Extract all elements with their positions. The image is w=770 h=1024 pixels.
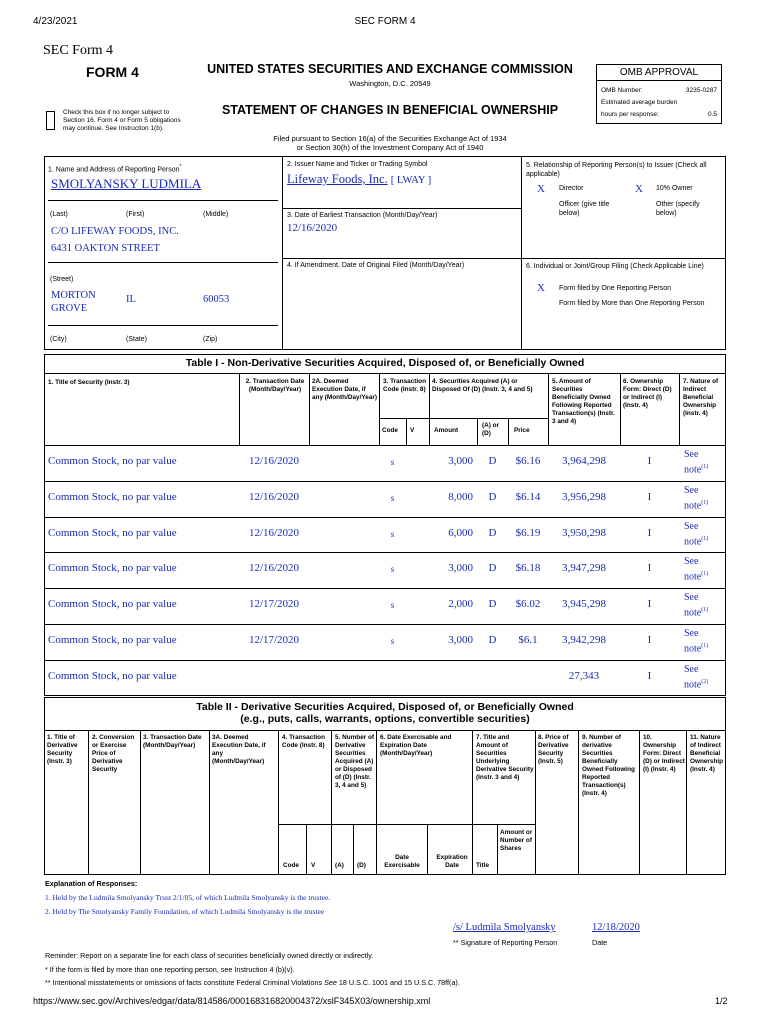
nature-note — [684, 627, 724, 655]
transaction-amount: 8,000 — [448, 490, 473, 503]
row-divider — [44, 588, 726, 589]
nature-note — [684, 555, 724, 583]
row-divider — [44, 552, 726, 553]
security-title: Common Stock, no par value — [48, 455, 177, 467]
transaction-price: $6.19 — [515, 526, 541, 539]
footnote-ref[interactable]: (1) — [701, 571, 709, 578]
t1-h-code-sub: Code — [382, 427, 398, 434]
owner-check[interactable]: X — [635, 183, 643, 195]
t1-h-price-sub: Price — [514, 427, 530, 434]
t2-h-amount-sub: Amount or Number of Shares — [500, 829, 533, 852]
table-2-title — [44, 701, 726, 725]
nature-see: See — [684, 628, 699, 639]
doc-label: SEC Form 4 — [43, 43, 114, 58]
security-title: Common Stock, no par value — [48, 669, 177, 682]
transaction-amount: 3,000 — [448, 455, 473, 467]
transaction-date: 12/17/2020 — [248, 634, 300, 646]
owned-following: 3,950,298 — [562, 526, 606, 539]
omb-number: 3235-0287 — [685, 87, 717, 94]
nature-note-word: note — [684, 679, 702, 691]
reminder-3c: 18 U.S.C. 1001 and 15 U.S.C. 78ff(a). — [336, 978, 460, 987]
t2-h-number: 5. Number of Derivative Securities Acquired (A) or Disposed of (D) (Instr. 3, 4 and 5) — [335, 734, 375, 789]
nature-note — [684, 663, 724, 691]
ownership-form: I — [647, 455, 652, 467]
owned-following: 3,964,298 — [562, 455, 606, 467]
box1-label-text: 1. Name and Address of Reporting Person — [48, 166, 180, 174]
owned-following: 3,956,298 — [562, 490, 606, 503]
t2-h-deemed: 3A. Deemed Execution Date, if any (Month/Day/Year) — [212, 734, 266, 765]
t2-h-owned: 9. Number of derivative Securities Beneficially Owned Following Reported Transaction(s) (Instr. 4) — [582, 734, 635, 797]
transaction-price: $6.16 — [515, 455, 541, 467]
nature-note — [684, 448, 724, 476]
acquired-disposed: D — [488, 634, 497, 646]
print-date: 4/23/2021 — [33, 16, 78, 27]
filed-line-1: Filed pursuant to Section 16(a) of the Securities Exchange Act of 1934 — [273, 134, 507, 143]
t2-h-date: 3. Transaction Date (Month/Day/Year) — [143, 734, 202, 749]
filed-pursuant — [180, 134, 600, 152]
print-title: SEC FORM 4 — [354, 16, 416, 27]
reminder-2: * If the form is filed by more than one reporting person, see Instruction 4 (b)(v). — [45, 965, 295, 974]
state-value: IL — [126, 294, 136, 305]
nature-see: See — [684, 556, 699, 568]
security-title: Common Stock, no par value — [48, 634, 177, 646]
footnote-ref[interactable]: (1) — [701, 607, 709, 614]
t1-h-ownership: 6. Ownership Form: Direct (D) or Indirect (I) (Instr. 4) — [623, 378, 672, 409]
omb-number-label: OMB Number: — [601, 87, 643, 94]
ownership-form: I — [647, 669, 652, 682]
address-line-2: 6431 OAKTON STREET — [51, 243, 160, 254]
page-number: 1/2 — [715, 996, 728, 1006]
transaction-amount: 3,000 — [448, 562, 473, 575]
zip-value: 60053 — [203, 294, 230, 305]
filed-line-2: or Section 30(h) of the Investment Company Act of 1940 — [296, 143, 484, 152]
nature-note-word: note — [684, 571, 702, 583]
director-check[interactable]: X — [537, 183, 545, 195]
t2-h-underlying: 7. Title and Amount of Securities Underlying Derivative Security (Instr. 3 and 4) — [476, 734, 534, 781]
nature-note — [684, 520, 724, 548]
t2-h-title-sub: Title — [476, 862, 490, 869]
omb-burden-label: Estimated average burden — [601, 99, 678, 106]
table-1-title: Table I - Non-Derivative Securities Acquired, Disposed of, or Beneficially Owned — [185, 357, 585, 369]
t1-h-aord-sub: (A) or (D) — [482, 422, 500, 437]
checkbox-note: Check this box if no longer subject to Section 16. Form 4 or Form 5 obligations may continue. See Instruction 1(b). — [63, 109, 181, 132]
footnote-2: 2. Held by The Smolyansky Family Foundation, of which Ludmila Smolyansky is the trustee — [45, 907, 325, 916]
security-title: Common Stock, no par value — [48, 526, 177, 539]
explanation-heading: Explanation of Responses: — [45, 879, 138, 888]
one-person-check[interactable]: X — [537, 282, 545, 294]
nature-note — [684, 484, 724, 512]
middle-label: (Middle) — [203, 211, 229, 218]
owned-following: 3,947,298 — [562, 562, 606, 575]
footnote-ref[interactable]: (1) — [701, 643, 709, 649]
nature-see: See — [684, 484, 699, 496]
t2-h-form: 10. Ownership Form: Direct (D) or Indirect (I) (Instr. 4) — [643, 734, 685, 773]
t2-h-conversion: 2. Conversion or Exercise Price of Derivative Security — [92, 734, 135, 773]
t1-h-code: 3. Transaction Code (Instr. 8) — [383, 378, 426, 393]
reporting-person-name[interactable]: SMOLYANSKY LUDMILA — [51, 176, 202, 191]
t2-h-d-sub: (D) — [357, 862, 366, 869]
footnote-ref[interactable]: (1) — [701, 464, 709, 470]
t2-h-code-sub: Code — [283, 862, 299, 869]
acquired-disposed: D — [488, 455, 497, 467]
security-title: Common Stock, no par value — [48, 562, 177, 575]
transaction-date: 12/16/2020 — [248, 455, 300, 467]
nature-note-word: note — [684, 535, 702, 547]
omb-hours: 0.5 — [707, 111, 717, 118]
nature-note-word: note — [684, 607, 702, 619]
one-person-label: Form filed by One Reporting Person — [559, 285, 672, 292]
box1-star: * — [179, 164, 182, 170]
box6-label: 6. Individual or Joint/Group Filing (Check Applicable Line) — [526, 263, 704, 270]
footnote-ref[interactable]: (1) — [701, 499, 709, 506]
statement-title: STATEMENT OF CHANGES IN BENEFICIAL OWNERSHIP — [221, 103, 559, 117]
box3-label: 3. Date of Earliest Transaction (Month/Day/Year) — [287, 212, 438, 219]
acquired-disposed: D — [488, 598, 497, 611]
footnote-ref[interactable]: (1) — [701, 535, 709, 542]
acquired-disposed: D — [488, 562, 497, 575]
transaction-amount: 2,000 — [448, 598, 473, 611]
t2-h-title: 1. Title of Derivative Security (Instr. 3) — [47, 734, 78, 765]
reminder: Reminder: Report on a separate line for each class of securities beneficially owned directly or indirectly. — [45, 951, 374, 960]
box4-label: 4. If Amendment, Date of Original Filed (Month/Day/Year) — [287, 262, 465, 269]
row-divider — [44, 517, 726, 518]
nature-note-word: note — [684, 643, 702, 655]
address-line-1: C/O LIFEWAY FOODS, INC. — [51, 226, 179, 237]
owned-following: 27,343 — [568, 669, 600, 682]
transaction-price: $6.02 — [515, 598, 541, 611]
footnote-ref[interactable]: (2) — [701, 678, 709, 685]
signature-date: 12/18/2020 — [592, 922, 640, 933]
row-divider — [44, 660, 726, 661]
ownership-form: I — [647, 526, 652, 539]
reminder-3 — [45, 978, 460, 987]
other-label: Other (specify below) — [656, 201, 700, 217]
transaction-code: s — [390, 564, 395, 575]
issuer-ticker: [ LWAY ] — [390, 175, 432, 186]
t1-h-deemed: 2A. Deemed Execution Date, if any (Month/Day/Year) — [312, 378, 377, 401]
t1-h-securities: 4. Securities Acquired (A) or Disposed Of (D) (Instr. 3, 4 and 5) — [432, 378, 533, 393]
ownership-form: I — [647, 598, 652, 611]
transaction-date: 12/16/2020 — [248, 490, 300, 503]
state-label: (State) — [126, 336, 148, 343]
transaction-amount: 3,000 — [448, 634, 473, 646]
more-persons-label: Form filed by More than One Reporting Person — [559, 300, 705, 307]
transaction-date: 12/17/2020 — [248, 598, 300, 611]
nature-note-word: note — [684, 500, 702, 512]
omb-hours-label: hours per response: — [601, 111, 659, 118]
table-2-title-2: (e.g., puts, calls, warrants, options, convertible securities) — [240, 713, 530, 725]
nature-see: See — [684, 520, 699, 532]
box1-label — [48, 164, 181, 173]
t1-h-title: 1. Title of Security (Instr. 3) — [48, 379, 130, 386]
t1-h-amount-sub: Amount — [434, 427, 459, 434]
security-title: Common Stock, no par value — [48, 490, 177, 503]
transaction-date: 12/16/2020 — [248, 562, 300, 575]
box5-label: 5. Relationship of Reporting Person(s) to Issuer (Check all applicable) — [526, 162, 707, 178]
transaction-amount: 6,000 — [448, 526, 473, 539]
omb-title: OMB APPROVAL — [597, 65, 721, 81]
date-label: Date — [592, 938, 608, 947]
nature-note — [684, 591, 724, 619]
signature[interactable]: /s/ Ludmila Smolyansky — [453, 922, 556, 933]
last-label: (Last) — [50, 211, 68, 218]
nature-see: See — [684, 449, 699, 460]
nature-see: See — [684, 592, 699, 604]
transaction-price: $6.14 — [515, 490, 541, 503]
t1-h-amount-owned: 5. Amount of Securities Beneficially Owned Following Reported Transaction(s) (Instr. 3 and 4) — [552, 378, 615, 425]
t2-h-nature: 11. Nature of Indirect Beneficial Ownership (Instr. 4) — [690, 734, 724, 773]
security-title: Common Stock, no par value — [48, 598, 177, 611]
reminder-3a: ** Intentional misstatements or omissions of facts constitute Federal Criminal Violations — [45, 978, 325, 987]
owner-label: 10% Owner — [656, 185, 693, 192]
issuer-link[interactable]: Lifeway Foods, Inc. — [287, 172, 388, 186]
t1-h-nature: 7. Nature of Indirect Beneficial Ownership (Instr. 4) — [683, 378, 719, 417]
city-label: (City) — [50, 336, 67, 343]
footnote-1: 1. Held by the Ludmila Smolyansky Trust 2/1/05, of which Ludmila Smolyansky is the trustee. — [45, 893, 331, 902]
earliest-transaction-date: 12/16/2020 — [287, 222, 338, 234]
commission-title: UNITED STATES SECURITIES AND EXCHANGE COMMISSION — [207, 62, 573, 76]
omb-box — [596, 64, 722, 124]
acquired-disposed: D — [488, 490, 497, 503]
city-value: MORTON GROVE — [51, 290, 96, 314]
signature-label: ** Signature of Reporting Person — [453, 938, 558, 947]
box2-label: 2. Issuer Name and Ticker or Trading Symbol — [287, 161, 428, 168]
first-label: (First) — [126, 211, 145, 218]
commission-city: Washington, D.C. 20549 — [349, 79, 431, 88]
t2-h-exercisable: 6. Date Exercisable and Expiration Date (Month/Day/Year) — [380, 734, 452, 757]
owned-following: 3,942,298 — [562, 634, 606, 646]
ownership-form: I — [647, 562, 652, 575]
zip-label: (Zip) — [203, 336, 218, 343]
form-label: FORM 4 — [86, 64, 139, 80]
transaction-date: 12/16/2020 — [248, 526, 300, 539]
officer-label: Officer (give title below) — [559, 201, 610, 217]
t2-h-price: 8. Price of Derivative Security (Instr. 5) — [538, 734, 569, 765]
t2-h-v-sub: V — [311, 862, 316, 869]
reminder-3b: See — [324, 978, 337, 987]
t2-h-a-sub: (A) — [335, 862, 344, 869]
transaction-price: $6.18 — [515, 562, 541, 575]
t1-h-date: 2. Transaction Date (Month/Day/Year) — [245, 378, 305, 393]
transaction-code: s — [390, 492, 395, 503]
transaction-code: s — [390, 600, 395, 611]
acquired-disposed: D — [488, 526, 497, 539]
nature-see: See — [684, 663, 699, 675]
street-label: (Street) — [50, 276, 74, 283]
transaction-code: s — [390, 457, 395, 467]
director-label: Director — [559, 185, 584, 192]
t1-h-v-sub: V — [410, 427, 415, 434]
transaction-price: $6.1 — [518, 634, 538, 646]
row-divider — [44, 624, 726, 625]
t2-h-exp-sub: Expiration Date — [436, 854, 468, 869]
no-longer-subject-checkbox[interactable] — [46, 111, 55, 130]
owned-following: 3,945,298 — [562, 598, 606, 611]
page-url[interactable]: https://www.sec.gov/Archives/edgar/data/814586/000168316820004372/xslF345X03/ownership.xml — [33, 996, 431, 1006]
nature-note-word: note — [684, 464, 702, 476]
ownership-form: I — [647, 490, 652, 503]
issuer-name — [287, 172, 431, 187]
t2-h-code: 4. Transaction Code (Instr. 8) — [282, 734, 325, 749]
t2-h-date-ex-sub: Date Exercisable — [384, 854, 420, 869]
transaction-code: s — [390, 528, 395, 539]
table-2-title-1: Table II - Derivative Securities Acquired, Disposed of, or Beneficially Owned — [196, 701, 574, 713]
row-divider — [44, 481, 726, 482]
ownership-form: I — [647, 634, 652, 646]
transaction-code: s — [390, 636, 395, 646]
